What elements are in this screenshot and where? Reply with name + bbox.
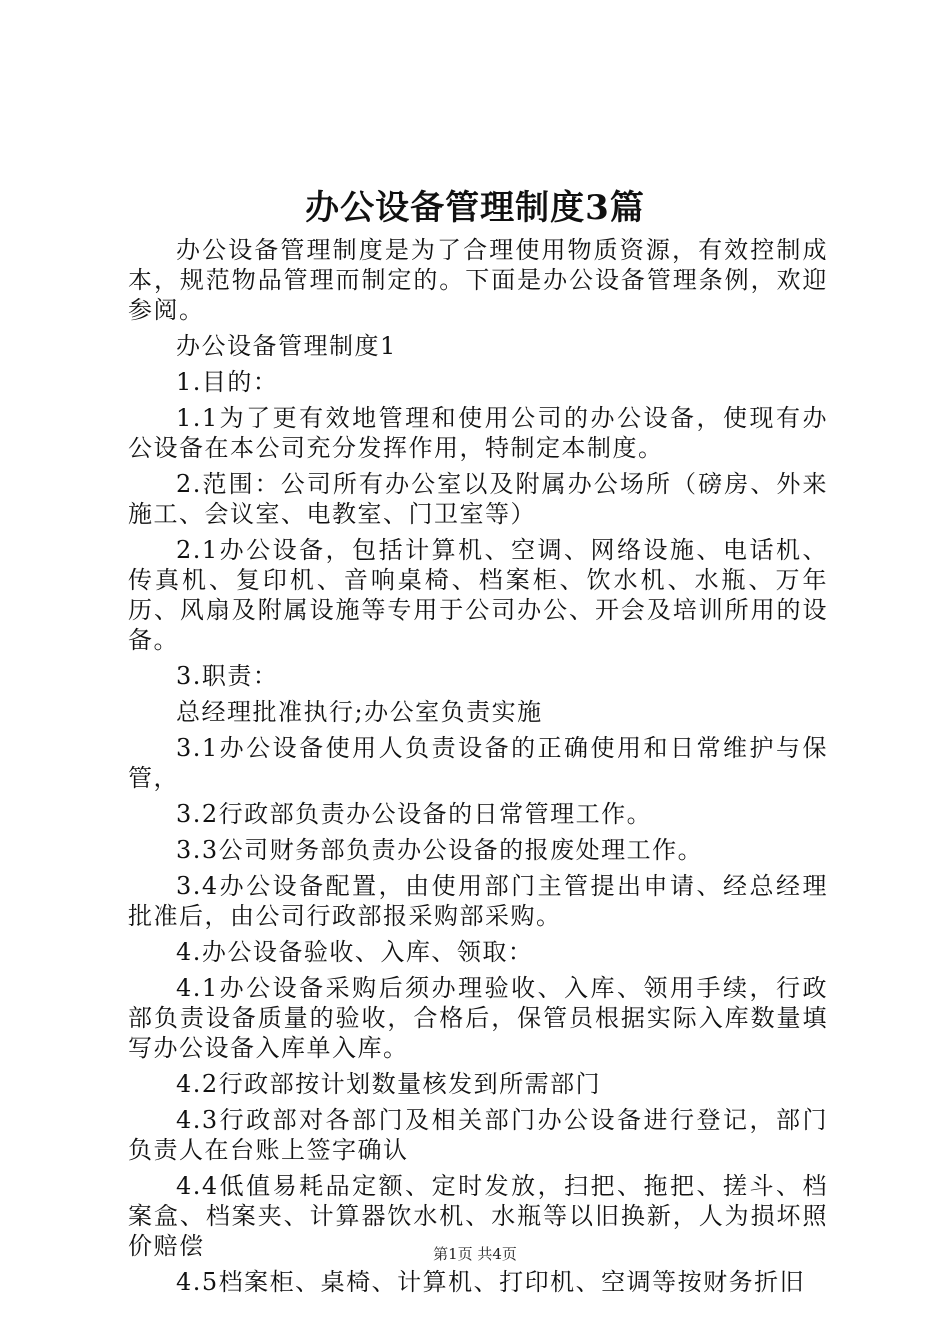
paragraph-section-4: 4.办公设备验收、入库、领取： bbox=[176, 938, 534, 966]
paragraph-heading-1: 办公设备管理制度1 bbox=[176, 332, 397, 360]
paragraph-4-2: 4.2行政部按计划数量核发到所需部门 bbox=[176, 1070, 602, 1098]
paragraph-3-approval: 总经理批准执行;办公室负责实施 bbox=[176, 698, 543, 726]
paragraph-3-2: 3.2行政部负责办公设备的日常管理工作。 bbox=[176, 800, 653, 828]
paragraph-3-3: 3.3公司财务部负责办公设备的报废处理工作。 bbox=[176, 836, 704, 864]
document-title: 办公设备管理制度3篇 bbox=[305, 188, 645, 228]
paragraph-3-1: 3.1办公设备使用人负责设备的正确使用和日常维护与保管， bbox=[128, 734, 828, 792]
paragraph-4-4: 4.4低值易耗品定额、定时发放，扫把、拖把、搓斗、档案盒、档案夹、计算器饮水机、水瓶等以旧换新，人为损坏照价赔偿 bbox=[128, 1172, 828, 1260]
paragraph-3-4: 3.4办公设备配置，由使用部门主管提出申请、经总经理批准后，由公司行政部报采购部采购。 bbox=[128, 872, 828, 930]
paragraph-section-2: 2.范围：公司所有办公室以及附属办公场所（磅房、外来施工、会议室、电教室、门卫室等） bbox=[128, 470, 828, 528]
paragraph-section-1: 1.目的： bbox=[176, 368, 279, 396]
paragraph-intro: 办公设备管理制度是为了合理使用物质资源，有效控制成本，规范物品管理而制定的。下面是办公设备管理条例，欢迎参阅。 bbox=[128, 236, 828, 324]
document-body bbox=[128, 235, 828, 1297]
paragraph-2-1: 2.1办公设备，包括计算机、空调、网络设施、电话机、传真机、复印机、音响桌椅、档案柜、饮水机、水瓶、万年历、风扇及附属设施等专用于公司办公、开会及培训所用的设备。 bbox=[128, 536, 828, 654]
page-number-footer: 第1页 共4页 bbox=[433, 1245, 517, 1263]
paragraph-4-5: 4.5档案柜、桌椅、计算机、打印机、空调等按财务折旧 bbox=[176, 1268, 806, 1296]
paragraph-1-1: 1.1为了更有效地管理和使用公司的办公设备，使现有办公设备在本公司充分发挥作用，特制定本制度。 bbox=[128, 404, 828, 462]
paragraph-4-3: 4.3行政部对各部门及相关部门办公设备进行登记，部门负责人在台账上签字确认 bbox=[128, 1106, 828, 1164]
paragraph-4-1: 4.1办公设备采购后须办理验收、入库、领用手续，行政部负责设备质量的验收，合格后，保管员根据实际入库数量填写办公设备入库单入库。 bbox=[128, 974, 828, 1062]
paragraph-section-3: 3.职责： bbox=[176, 662, 279, 690]
